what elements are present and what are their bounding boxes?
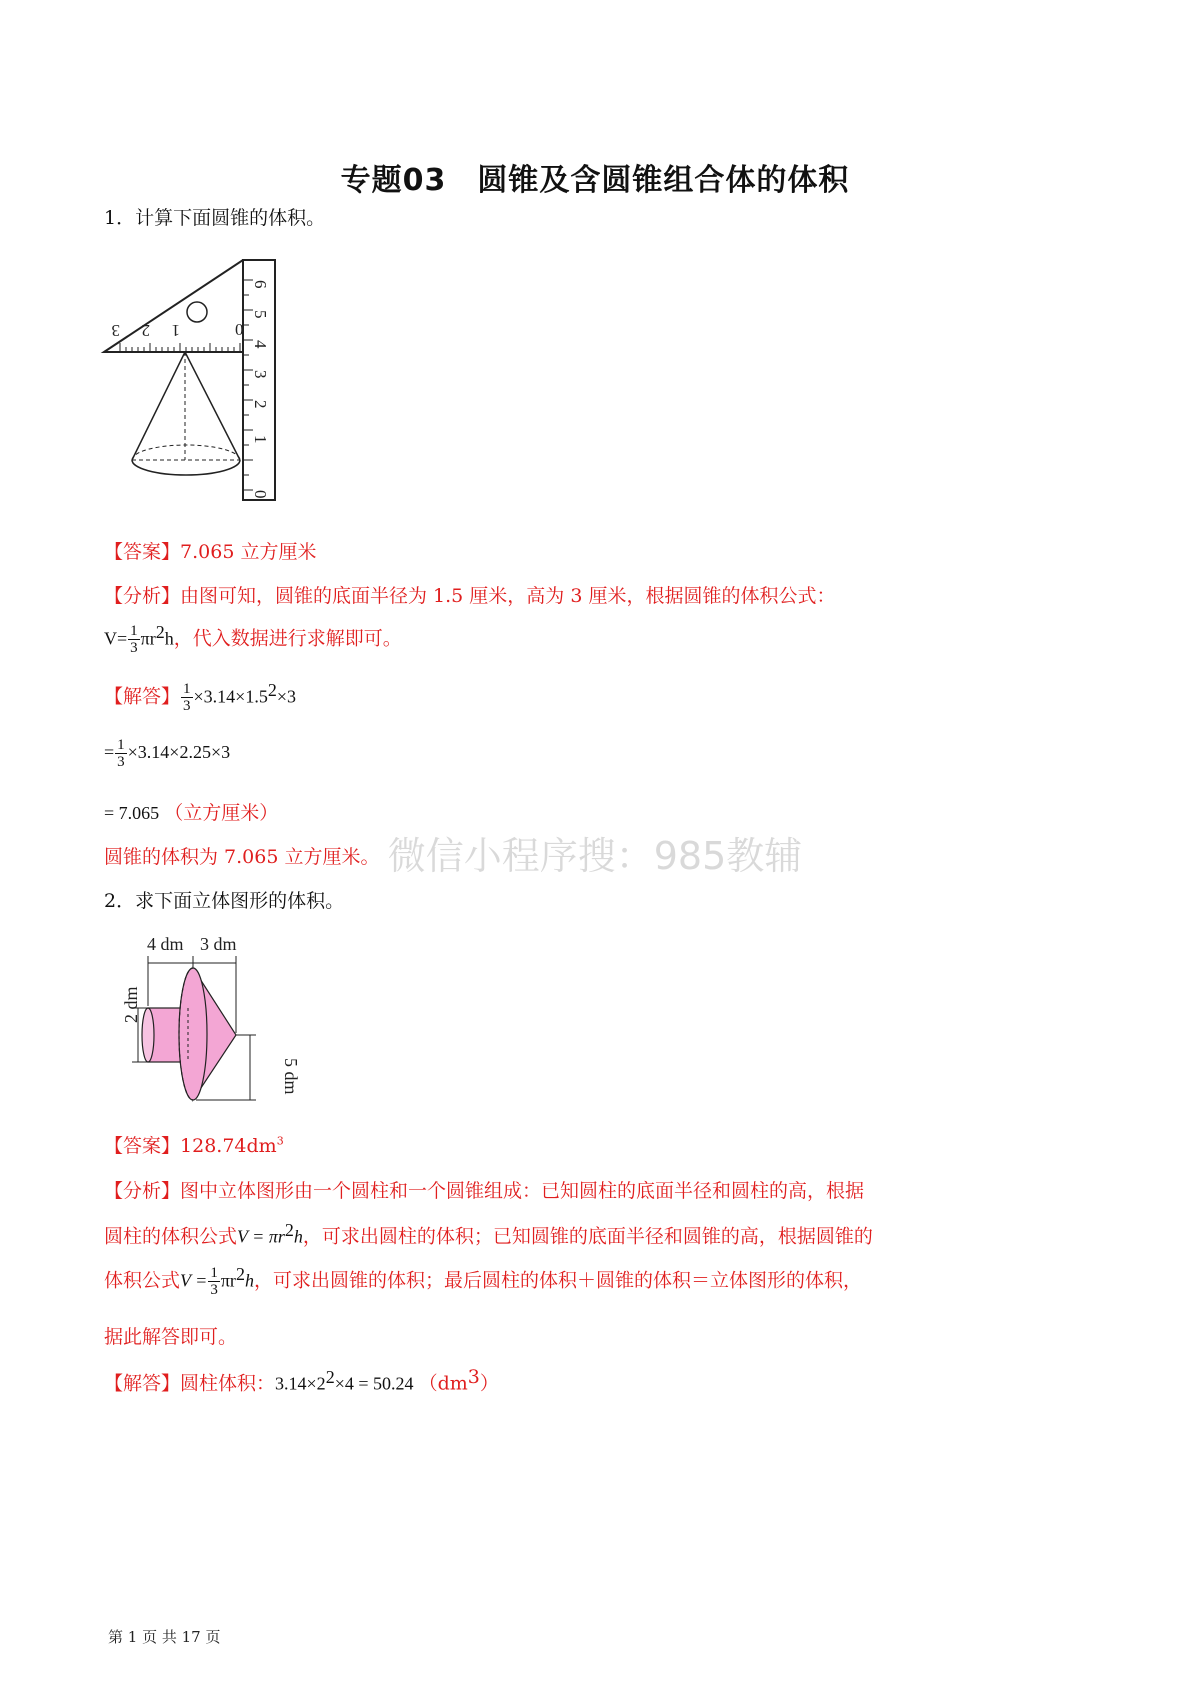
svg-text:1: 1: [251, 435, 270, 444]
cone-slant-left: [132, 352, 185, 460]
q2-analysis-line4: 据此解答即可。: [104, 1326, 238, 1348]
cone-base-front: [132, 460, 240, 475]
cylinder-cone-figure: [100, 928, 301, 1108]
svg-text:0: 0: [235, 320, 244, 339]
page-title: 专题03 圆锥及含圆锥组合体的体积: [340, 163, 850, 198]
label-cone-length: 3 dm: [200, 934, 237, 954]
q1-formula: V= $\frac{1}{3}$ $\pi r^2h$，代入数据进行求解即可。: [104, 622, 402, 657]
q2-answer: 【答案】$128.74dm^3$: [104, 1134, 284, 1157]
q2-analysis-line2: 圆柱的体积公式$V = \pi r^2h$，可求出圆柱的体积；已知圆锥的底面半径和圆锥的高，根据圆锥的: [104, 1220, 873, 1248]
question-2: 2．求下面立体图形的体积。: [104, 890, 345, 912]
svg-text:6: 6: [251, 280, 270, 289]
label-cylinder-length: 4 dm: [147, 934, 184, 954]
svg-text:5: 5: [251, 310, 270, 319]
watermark: 微信小程序搜：985教辅: [387, 834, 803, 878]
q2-analysis-line3: 体积公式V = $\frac{1}{3}$ $\pi r^2h$，可求出圆锥的体积；最后圆柱的体积＋圆锥的体积＝立体图形的体积，: [104, 1264, 862, 1299]
q2-solution: 【解答】圆柱体积：$3.14\times 2^2\times 4 = 50.24$ $(dm^3)$: [104, 1366, 499, 1395]
question-1: 1．计算下面圆锥的体积。: [104, 207, 326, 229]
svg-text:0: 0: [251, 490, 270, 499]
vertical-ruler: [243, 260, 275, 500]
ruler-hole: [187, 302, 207, 322]
q1-conclusion: 圆锥的体积为 7.065 立方厘米。: [104, 846, 380, 868]
cone-base-back: [132, 445, 240, 460]
svg-text:3: 3: [251, 370, 270, 379]
q1-solution-line1: 【解答】 $\frac{1}{3}$ $\times 3.14\times 1.5^2\times 3$: [104, 680, 296, 715]
page-footer: 第 1 页 共 17 页: [108, 1628, 221, 1646]
label-cone-diameter: 5 dm: [281, 1058, 301, 1095]
svg-text:1: 1: [171, 321, 180, 340]
svg-text:4: 4: [251, 340, 270, 349]
svg-text:2: 2: [251, 400, 270, 409]
label-cylinder-diameter: 2 dm: [121, 986, 141, 1023]
q2-analysis-line1: 【分析】图中立体图形由一个圆柱和一个圆锥组成：已知圆柱的底面半径和圆柱的高，根据: [104, 1180, 865, 1202]
cone-slant-right: [185, 352, 240, 460]
q1-solution-line3: = 7.065 （立方厘米）: [104, 802, 279, 824]
q1-answer: 【答案】7.065 立方厘米: [104, 541, 317, 563]
cone-ruler-figure: [100, 255, 280, 505]
cylinder-end: [142, 1008, 154, 1062]
q1-solution-line2: = $\frac{1}{3}$ ×3.14×2.25×3: [104, 737, 231, 770]
svg-text:2: 2: [141, 321, 150, 340]
svg-text:3: 3: [111, 321, 120, 340]
q1-analysis: 【分析】由图可知，圆锥的底面半径为 1.5 厘米，高为 3 厘米，根据圆锥的体积公式：: [104, 585, 836, 607]
